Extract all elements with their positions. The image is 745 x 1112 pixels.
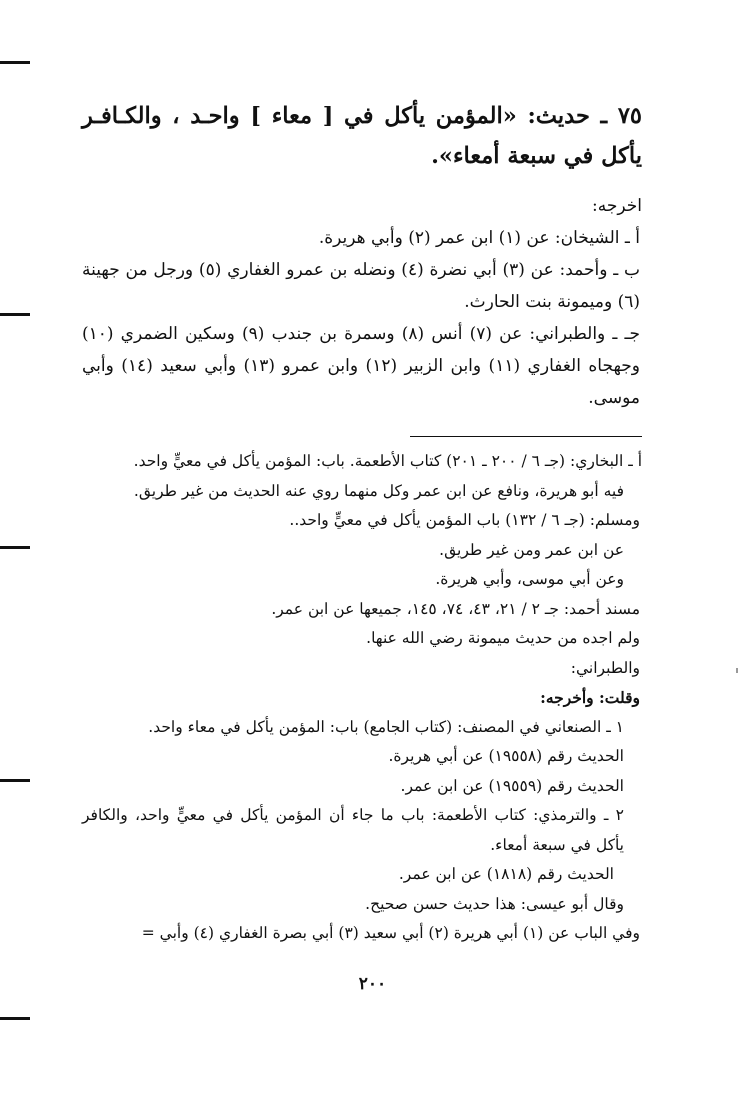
page-body	[82, 96, 642, 949]
footnote-line: الحديث رقم (١٩٥٥٨) عن أبي هريرة.	[388, 747, 624, 765]
takhrij-section	[82, 190, 642, 414]
footnote-line: وعن أبي موسى، وأبي هريرة.	[435, 570, 624, 588]
edge-mark	[736, 668, 738, 673]
page-number: ٢٠٠	[358, 974, 387, 994]
footnote-line: عن ابن عمر ومن غير طريق.	[439, 540, 624, 559]
footnote-line: وقلت: وأخرجه:	[540, 688, 640, 707]
margin-mark	[0, 313, 30, 316]
takhrij-item: جـ ـ والطبراني: عن (٧) أنس (٨) وسمرة بن جندب (٩) وسكين الضمري (١٠) وجهجاه الغفاري (١١) وابن الزبير (١٢) وابن عمرو (١٣) وأبي سعيد (١٤) وأبي موسى.	[82, 324, 641, 408]
footnote-line: والطبراني:	[570, 658, 640, 677]
footnote-line: ٢ ـ والترمذي: كتاب الأطعمة: باب ما جاء أن المؤمن يأكل في معيٍّ واحد، والكافر يأكل في سبعة أمعاء.	[82, 806, 624, 854]
footnote-line: أ ـ البخاري: (جـ ٦ / ٢٠٠ ـ ٢٠١) كتاب الأطعمة. باب: المؤمن يأكل في معيٍّ واحد.	[133, 452, 642, 470]
takhrij-intro: اخرجه:	[592, 196, 642, 216]
footnote-line: ولم اجده من حديث ميمونة رضي الله عنها.	[366, 629, 640, 647]
footnote-line: ومسلم: (جـ ٦ / ١٣٢) باب المؤمن يأكل في معيٍّ واحد..	[289, 511, 640, 529]
footnote-line: ١ ـ الصنعاني في المصنف: (كتاب الجامع) باب: المؤمن يأكل في معاء واحد.	[148, 717, 624, 736]
takhrij-item: ب ـ وأحمد: عن (٣) أبي نضرة (٤) ونضله بن عمرو الغفاري (٥) ورجل من جهينة (٦) وميمونة بنت الحارث.	[82, 260, 640, 312]
footnote-line: الحديث رقم (١٨١٨) عن ابن عمر.	[398, 865, 614, 883]
footnote-line: وقال أبو عيسى: هذا حديث حسن صحيح.	[365, 894, 624, 913]
footnote-separator	[410, 436, 642, 437]
margin-mark	[0, 546, 30, 549]
footnote-line: فيه أبو هريرة، ونافع عن ابن عمر وكل منهما روي عنه الحديث من غير طريق.	[133, 481, 624, 500]
margin-mark	[0, 1017, 30, 1020]
footnotes	[82, 447, 642, 949]
hadith-heading: ٧٥ ـ حديث: «المؤمن يأكل في [ معاء ] واحـد ، والكـافـر يأكل في سبعة أمعاء».	[82, 103, 642, 169]
margin-mark	[0, 61, 30, 64]
footnote-line: وفي الباب عن (١) أبي هريرة (٢) أبي سعيد (٣) أبي بصرة الغفاري (٤) وأبي =	[141, 924, 640, 942]
margin-mark	[0, 779, 30, 782]
footnote-line: مسند أحمد: جـ ٢ / ٢١، ٤٣، ٧٤، ١٤٥، جميعها عن ابن عمر.	[271, 599, 640, 618]
takhrij-item: أ ـ الشيخان: عن (١) ابن عمر (٢) وأبي هريرة.	[318, 228, 640, 248]
footnote-line: الحديث رقم (١٩٥٥٩) عن ابن عمر.	[400, 776, 624, 795]
